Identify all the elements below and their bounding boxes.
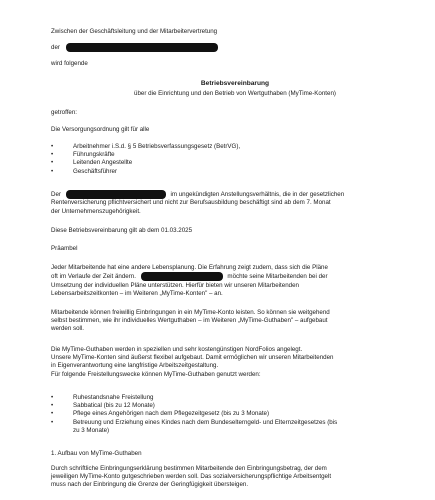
list-item: • Führungskräfte xyxy=(51,151,419,159)
list-item: • Ruhestandsnahe Freistellung xyxy=(51,394,419,402)
scope-intro: Die Versorgungsordnung gilt für alle xyxy=(51,126,150,133)
der-label: der xyxy=(51,44,60,52)
list-item: • Arbeitnehmer i.S.d. § 5 Betriebsverfassungsgesetz (BetrVG), xyxy=(51,143,419,151)
purpose-list xyxy=(51,394,419,435)
list-item: • Pflege eines Angehörigen nach dem Pflegezeitgesetz (bis zu 3 Monate) xyxy=(51,410,419,418)
company-line xyxy=(51,43,419,53)
list-item: • Betreuung und Erziehung eines Kindes nach dem Bundeselterngeld- und Elternzeitgesetzes (bis zu 3 Monate) xyxy=(51,419,419,435)
document-title: Betriebsvereinbarung xyxy=(200,80,270,87)
der-prefix: Der xyxy=(51,191,61,199)
redacted-company-name xyxy=(66,43,218,52)
employment-paragraph: Der im ungekündigten Anstellungsverhältnis, die in der gesetzlichen Rentenversicherung pflichtversichert und nicht zur Berufsausbildung beschäftigt sind ab dem 7. Monat der Unternehmenszugehörigkeit. xyxy=(51,191,345,215)
intro-line-followup: wird folgende xyxy=(51,60,88,67)
praeambel-heading: Präambel xyxy=(51,245,78,252)
section-1-paragraph: Durch schriftliche Einbringungserklärung bestimmen Mitarbeitende den Einbringungsbetrag, der dem jeweiligen MyTime-Konto gutgeschrieben werden soll. Das sozialversicherungspflichtige Arbeitsentgelt muss nach der Einbringung die Grenze der Geringfügigkeit übersteigen. xyxy=(51,465,332,489)
praeambel-paragraph: Jeder Mitarbeitende hat eine andere Lebensplanung. Die Erfahrung zeigt zudem, dass sich die Pläne oft im Verlaufe der Zeit ändern. möchte seine Mitarbeitenden bei der Umsetzung der individuellen Pläne unterstützen. Hierfür bieten wir unseren Mitarbeitenden Lebensarbeitszeitkonten – im Weiteren „MyTime-Konten" – an. xyxy=(51,264,328,297)
document-subtitle: über die Einrichtung und den Betrieb von Wertguthaben (MyTime-Konten) xyxy=(134,90,336,97)
redacted-company-name-2 xyxy=(66,190,166,199)
validity-date: Diese Betriebsvereinbarung gilt ab dem 01.03.2025 xyxy=(51,227,193,234)
redacted-company-name-3 xyxy=(141,272,223,281)
list-item: • Leitenden Angestellte xyxy=(51,159,419,167)
intro-line: Zwischen der Geschäftsleitung und der Mitarbeitervertretung xyxy=(51,28,218,35)
scope-list xyxy=(51,143,419,176)
voluntary-paragraph: Mitarbeitende können freiwillig Einbringungen in ein MyTime-Konto leisten. So können sie weitgehend selbst bestimmen, wie ihr individuelles Wertguthaben – im Weiteren „MyTime-Guthaben" – aufgebaut werden soll. xyxy=(51,309,330,333)
getroffen-label: getroffen: xyxy=(51,109,78,116)
section-1-heading: 1. Aufbau von MyTime-Guthaben xyxy=(51,450,142,457)
list-item: • Sabbatical (bis zu 12 Monate) xyxy=(51,402,419,410)
savings-paragraph: Die MyTime-Guthaben werden in speziellen und sehr kostengünstigen NordFolios angelegt. Unsere MyTime-Konten sind äußerst flexibel aufgebaut. Damit ermöglichen wir unseren Mitarbeitenden in Eigenverantwortung eine langfristige Arbeitszeitgestaltung. Für folgende Freistellungswecke können MyTime-Guthaben genutzt werden: xyxy=(51,346,334,378)
list-item: • Geschäftsführer xyxy=(51,168,419,176)
